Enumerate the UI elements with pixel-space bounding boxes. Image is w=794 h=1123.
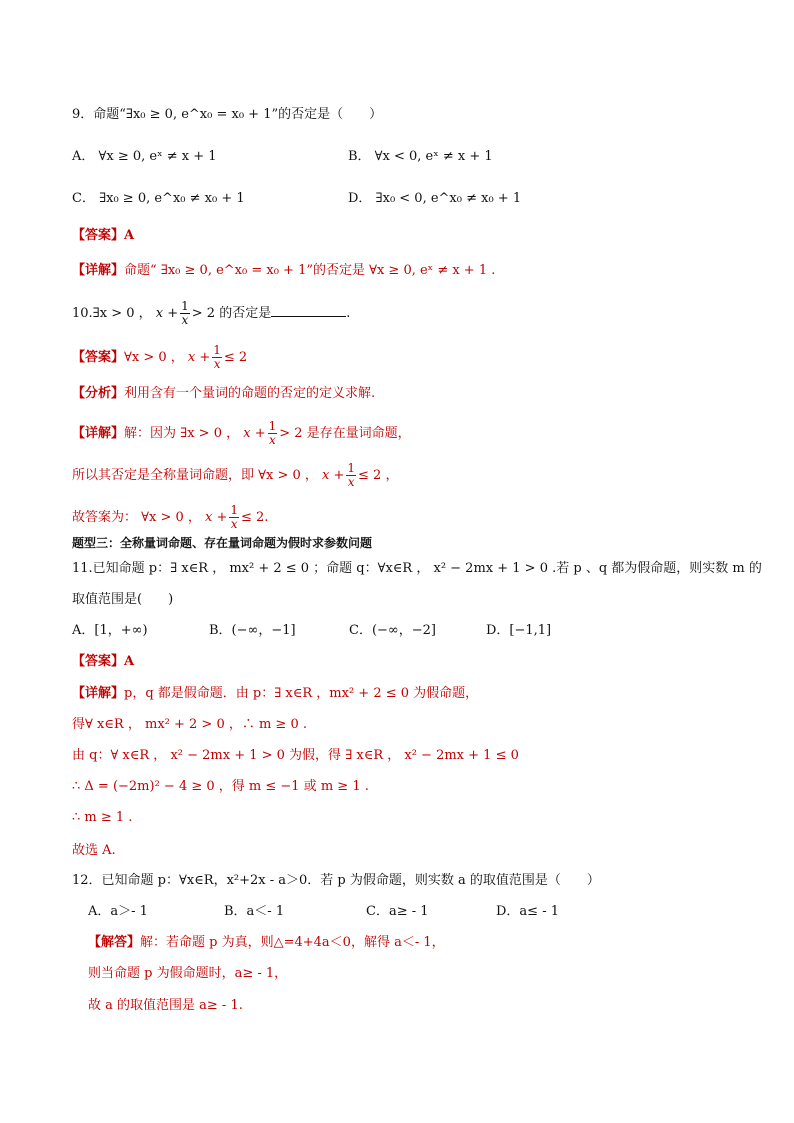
q9-option-d: D． ∃x₀ < 0, e^x₀ ≠ x₀ + 1 [348,191,522,206]
detail-tag: 【详解】 [72,686,125,701]
q10-stem-x: x + [155,306,179,321]
q11-detail-line-6: 故选 A. [72,843,116,858]
q11-stem-line-1: 11.已知命题 p：∃ x∈R ， mx² + 2 ≤ 0 ；命题 q：∀x∈R ， x² − 2mx + 1 > 0 .若 p 、q 都为假命题，则实数 m 的 [72,561,762,576]
q9-option-b: B． ∀x < 0, eˣ ≠ x + 1 [348,149,493,164]
q11-detail-line-4: ∴ Δ = (−2m)² − 4 ≥ 0 ，得 m ≤ −1 或 m ≥ 1 . [72,779,369,794]
q12-solution-line-3: 故 a 的取值范围是 a≥ - 1. [88,998,243,1013]
answer-tag: 【解答】 [88,935,141,950]
q10-stem-pre: 10.∃x > 0 ， [72,306,152,321]
q11-detail-line-5: ∴ m ≥ 1 . [72,810,133,825]
q12-option-b: B．a＜- 1 [224,904,285,919]
q10-stem: 10.∃x > 0 ， x + $\frac{1}{x}$ > 2 的否定是 . [72,299,351,327]
q10-detail-line-1: 【详解】解：因为 ∃x > 0 ， x + $\frac{1}{x}$ > 2 是存在量词命题， [72,419,411,447]
answer-tag: 【答案】 [72,654,125,669]
q11-answer [72,653,134,671]
q12-stem: 12．已知命题 p：∀x∈R，x²+2x - a＞0．若 p 为假命题，则实数 a 的取值范围是（ ） [72,873,600,888]
answer-value: A [124,228,135,243]
answer-blank [271,302,346,317]
q9-option-a: A． ∀x ≥ 0, eˣ ≠ x + 1 [72,149,217,164]
q11-option-a: A．[1，+∞) [72,623,148,638]
q9-option-c: C． ∃x₀ ≥ 0, e^x₀ ≠ x₀ + 1 [72,191,245,206]
answer-tag: 【答案】 [72,228,125,243]
q10-detail-line-2: 所以其否定是全称量词命题，即 ∀x > 0 ， x + $\frac{1}{x}$ ≤ 2 ， [72,461,399,489]
q11-detail-line-1: 【详解】p，q 都是假命题．由 p：∃ x∈R ，mx² + 2 ≤ 0 为假命题， [72,686,479,701]
answer-value: A [124,654,135,669]
fraction: $\frac{1}{x}$ [230,503,239,531]
q11-stem-line-2: 取值范围是( ) [72,592,174,607]
q9-answer [72,227,134,245]
section-title: 题型三：全称量词命题、存在量词命题为假时求参数问题 [72,536,373,550]
q10-detail-line-3: 故答案为： ∀x > 0 ， x + $\frac{1}{x}$ ≤ 2. [72,503,269,531]
q11-detail-line-2: 得∀ x∈R ， mx² + 2 > 0 ，∴ m ≥ 0 . [72,717,307,732]
q11-option-d: D．[−1,1] [486,623,552,638]
q12-solution-line-1: 【解答】解：若命题 p 为真，则△=4+4a＜0，解得 a＜- 1， [88,935,445,950]
q9-detail [72,262,495,280]
analysis-tag: 【分析】 [72,386,125,401]
detail-tag: 【详解】 [72,426,125,441]
q10-answer: 【答案】∀x > 0 ， x + $\frac{1}{x}$ ≤ 2 [72,343,248,371]
fraction: $\frac{1}{x}$ [181,299,189,327]
detail-text: 命题“ ∃x₀ ≥ 0, e^x₀ = x₀ + 1”的否定是 ∀x ≥ 0, eˣ ≠ x + 1 . [124,263,496,278]
q11-option-b: B．(−∞，−1] [209,623,296,638]
fraction: $\frac{1}{x}$ [347,461,356,489]
q12-solution-line-2: 则当命题 p 为假命题时，a≥ - 1， [88,966,288,981]
q10-analysis: 【分析】利用含有一个量词的命题的否定的定义求解. [72,386,376,401]
fraction: $\frac{1}{x}$ [268,419,277,447]
fraction: $\frac{1}{x}$ [213,343,221,371]
q10-stem-post: > 2 的否定是 [191,306,272,321]
answer-tag: 【答案】 [72,350,125,365]
q11-option-c: C．(−∞，−2] [349,623,436,638]
q12-option-d: D．a≤ - 1 [496,904,559,919]
q12-option-c: C．a≥ - 1 [366,904,429,919]
q9-stem: 9．命题“∃x₀ ≥ 0, e^x₀ = x₀ + 1”的否定是（ ） [72,107,383,122]
q11-detail-line-3: 由 q：∀ x∈R ， x² − 2mx + 1 > 0 为假，得 ∃ x∈R ， x² − 2mx + 1 ≤ 0 [72,748,519,763]
detail-tag: 【详解】 [72,263,125,278]
q12-option-a: A．a＞- 1 [88,904,148,919]
